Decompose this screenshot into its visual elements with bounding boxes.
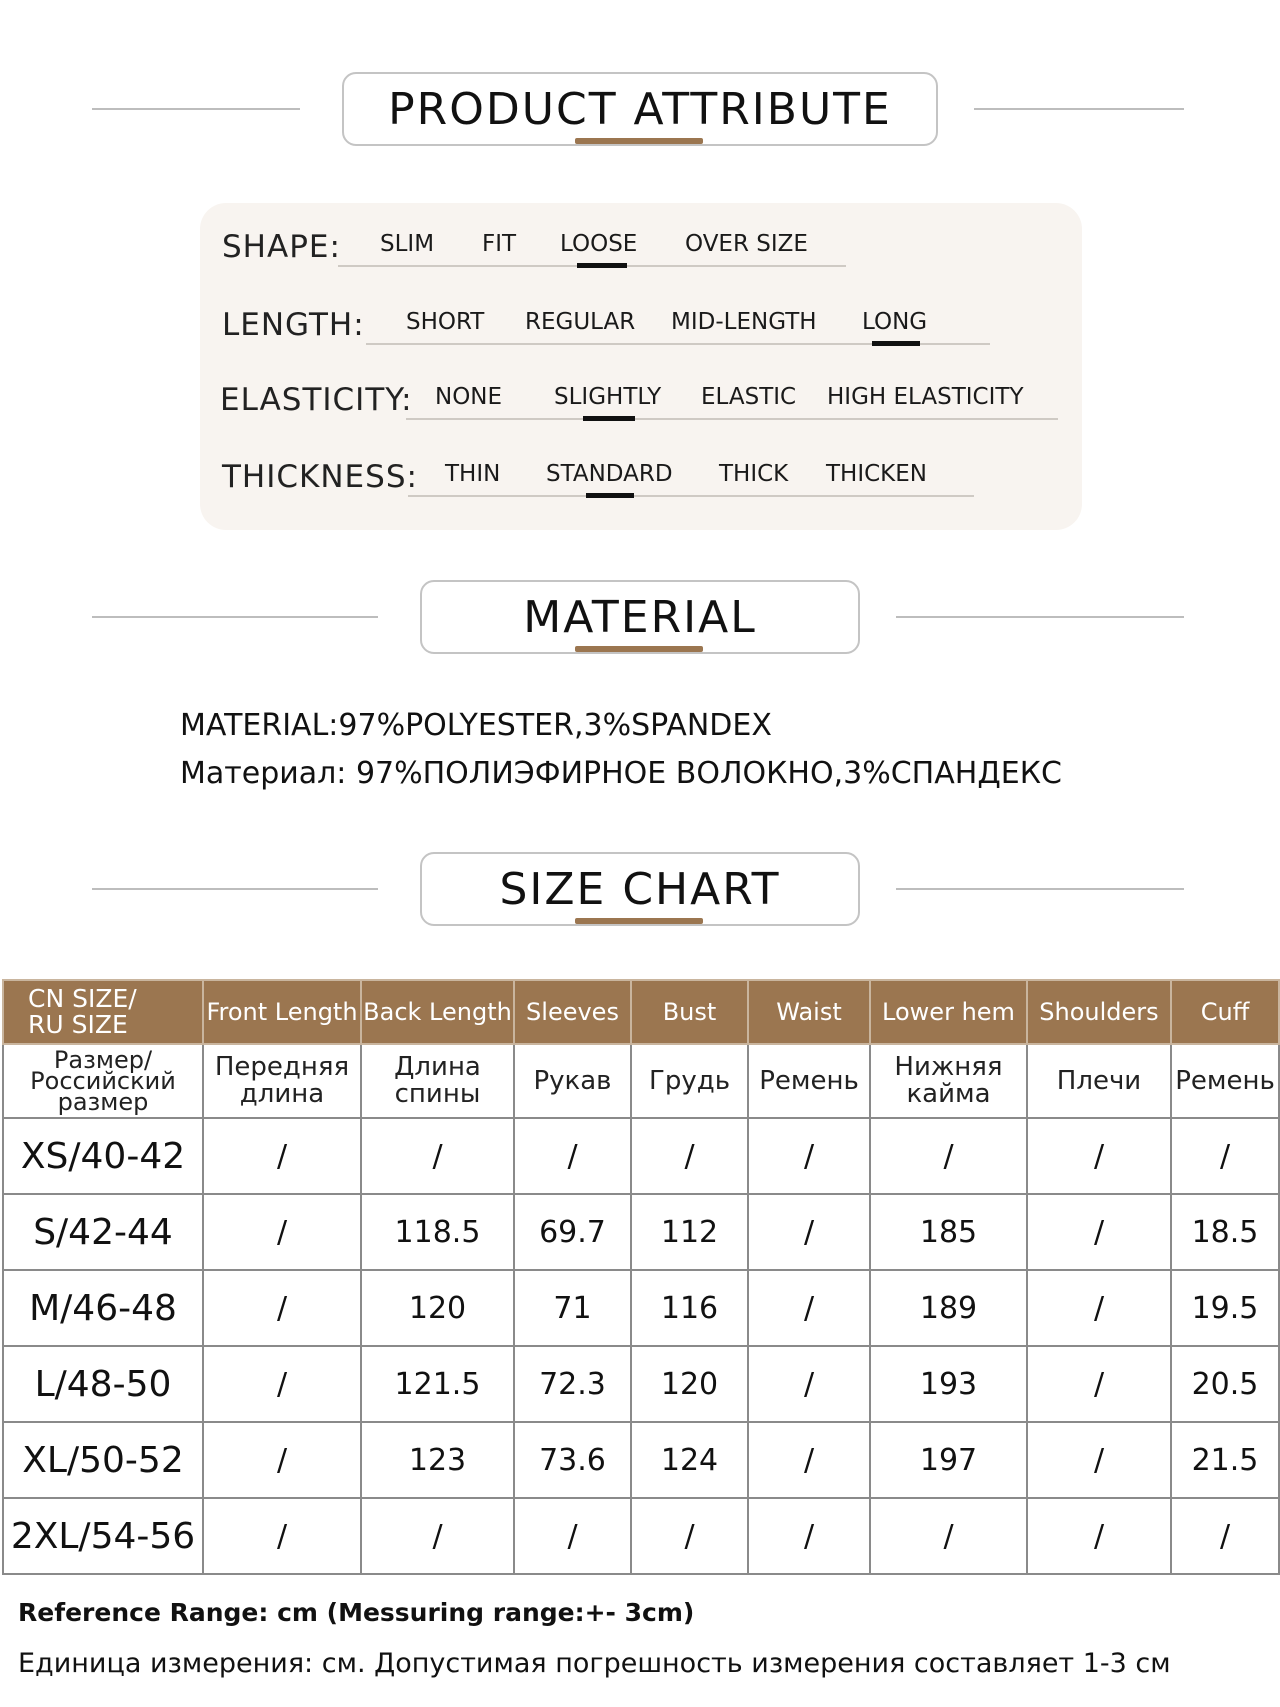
measurement-cell: / [203, 1194, 361, 1270]
header-row-en [3, 980, 1279, 1044]
column-header-en: Back Length [361, 980, 514, 1044]
measurement-cell: / [203, 1270, 361, 1346]
title-accent [575, 138, 703, 144]
measurement-cell: 120 [631, 1346, 748, 1422]
section-title-text: PRODUCT ATTRIBUTE [388, 83, 892, 135]
column-header-en: Bust [631, 980, 748, 1044]
column-header-ru: Нижняя кайма [870, 1044, 1027, 1118]
measurement-cell: / [748, 1270, 870, 1346]
table-row [3, 1194, 1279, 1270]
section-title-text: MATERIAL [523, 591, 757, 643]
selected-marker [872, 341, 920, 346]
attr-option: OVER SIZE [685, 231, 808, 257]
header-row-ru [3, 1044, 1279, 1118]
attr-underline [406, 418, 1058, 420]
measurement-cell: 123 [361, 1422, 514, 1498]
measurement-cell: / [870, 1118, 1027, 1194]
attr-option-selected: STANDARD [546, 461, 673, 487]
measurement-cell: 112 [631, 1194, 748, 1270]
measurement-cell: / [1027, 1498, 1171, 1574]
measurement-cell: / [203, 1346, 361, 1422]
section-title [342, 72, 938, 146]
product-attribute-header [0, 72, 1280, 148]
measurement-cell: / [748, 1346, 870, 1422]
divider-left [92, 888, 378, 890]
attr-underline [408, 495, 974, 497]
column-header-ru: Рукав [514, 1044, 631, 1118]
measurement-cell: 197 [870, 1422, 1027, 1498]
title-accent [575, 646, 703, 652]
size-cell: L/48-50 [3, 1346, 203, 1422]
measurement-cell: 124 [631, 1422, 748, 1498]
attr-label: SHAPE: [222, 229, 341, 265]
column-header-en: Sleeves [514, 980, 631, 1044]
attr-label: ELASTICITY: [220, 382, 413, 418]
measurement-cell: 116 [631, 1270, 748, 1346]
measurement-cell: / [870, 1498, 1027, 1574]
size-cell: 2XL/54-56 [3, 1498, 203, 1574]
measurement-cell: / [203, 1422, 361, 1498]
column-header-en: Lower hem [870, 980, 1027, 1044]
measurement-cell: 189 [870, 1270, 1027, 1346]
divider-right [896, 616, 1184, 618]
selected-marker [586, 493, 634, 498]
measurement-cell: / [748, 1194, 870, 1270]
measurement-cell: / [1171, 1498, 1279, 1574]
material-header [0, 580, 1280, 656]
selected-marker [577, 263, 627, 268]
table-row [3, 1422, 1279, 1498]
measurement-cell: / [631, 1498, 748, 1574]
size-table [2, 979, 1280, 1575]
table-row [3, 1270, 1279, 1346]
measurement-cell: / [1171, 1118, 1279, 1194]
column-header-en: Cuff [1171, 980, 1279, 1044]
measurement-cell: / [1027, 1118, 1171, 1194]
measurement-cell: 19.5 [1171, 1270, 1279, 1346]
measurement-cell: 73.6 [514, 1422, 631, 1498]
divider-right [896, 888, 1184, 890]
column-header-en: Shoulders [1027, 980, 1171, 1044]
measurement-cell: / [514, 1498, 631, 1574]
measurement-cell: / [1027, 1194, 1171, 1270]
column-header-en: Waist [748, 980, 870, 1044]
measurement-cell: 193 [870, 1346, 1027, 1422]
column-header-ru: Плечи [1027, 1044, 1171, 1118]
divider-left [92, 616, 378, 618]
section-title [420, 852, 860, 926]
divider-left [92, 108, 300, 110]
measurement-cell: / [1027, 1346, 1171, 1422]
measurement-cell: 121.5 [361, 1346, 514, 1422]
measurement-cell: 118.5 [361, 1194, 514, 1270]
attr-label: LENGTH: [222, 307, 365, 343]
attr-option: FIT [482, 231, 517, 257]
selected-marker [583, 416, 635, 421]
reference-range-en: Reference Range: cm (Messuring range:+- 3cm) [18, 1598, 695, 1627]
measurement-cell: / [514, 1118, 631, 1194]
attr-option: NONE [435, 384, 503, 410]
measurement-cell: 72.3 [514, 1346, 631, 1422]
measurement-cell: 71 [514, 1270, 631, 1346]
measurement-cell: 20.5 [1171, 1346, 1279, 1422]
column-header-ru: Грудь [631, 1044, 748, 1118]
size-cell: S/42-44 [3, 1194, 203, 1270]
column-header-ru: Передняя длина [203, 1044, 361, 1118]
attr-option: MID-LENGTH [671, 309, 817, 335]
measurement-cell: 120 [361, 1270, 514, 1346]
material-ru: Материал: 97%ПОЛИЭФИРНОЕ ВОЛОКНО,3%СПАНДЕКС [180, 756, 1062, 791]
attribute-panel [200, 203, 1082, 530]
attr-option: THICK [719, 461, 789, 487]
attr-option: SHORT [406, 309, 485, 335]
attr-option-selected: LOOSE [560, 231, 638, 257]
column-header-ru: Длина спины [361, 1044, 514, 1118]
material-composition [180, 708, 1062, 804]
size-cell: XS/40-42 [3, 1118, 203, 1194]
measurement-cell: 18.5 [1171, 1194, 1279, 1270]
attr-option: ELASTIC [701, 384, 797, 410]
column-header-ru: Ремень [1171, 1044, 1279, 1118]
section-title-text: SIZE CHART [499, 863, 781, 915]
attr-option-selected: LONG [862, 309, 928, 335]
measurement-cell: / [748, 1422, 870, 1498]
measurement-cell: / [361, 1498, 514, 1574]
material-en: MATERIAL:97%POLYESTER,3%SPANDEX [180, 708, 772, 743]
measurement-cell: / [1027, 1422, 1171, 1498]
column-header-en: Front Length [203, 980, 361, 1044]
table-row [3, 1346, 1279, 1422]
size-cell: XL/50-52 [3, 1422, 203, 1498]
attr-option: REGULAR [525, 309, 636, 335]
attr-row-elasticity [200, 376, 1082, 436]
reference-range-ru: Единица измерения: см. Допустимая погрешность измерения составляет 1-3 см [18, 1648, 1171, 1679]
column-header-ru: Размер/ Российский размер [3, 1044, 203, 1118]
column-header-ru: Ремень [748, 1044, 870, 1118]
table-row [3, 1118, 1279, 1194]
measurement-cell: / [203, 1118, 361, 1194]
attr-row-length [200, 301, 1082, 361]
size-chart-header [0, 852, 1280, 928]
size-cell: M/46-48 [3, 1270, 203, 1346]
measurement-cell: 69.7 [514, 1194, 631, 1270]
attr-row-shape [200, 223, 1082, 283]
measurement-cell: / [203, 1498, 361, 1574]
attr-option-selected: SLIGHTLY [554, 384, 662, 410]
measurement-cell: / [748, 1498, 870, 1574]
measurement-cell: / [1027, 1270, 1171, 1346]
attr-option: HIGH ELASTICITY [827, 384, 1024, 410]
column-header-en: CN SIZE/ RU SIZE [3, 980, 203, 1044]
attr-option: THIN [445, 461, 501, 487]
attr-option: THICKEN [826, 461, 928, 487]
measurement-cell: / [361, 1118, 514, 1194]
divider-right [974, 108, 1184, 110]
section-title [420, 580, 860, 654]
measurement-cell: 21.5 [1171, 1422, 1279, 1498]
table-row [3, 1498, 1279, 1574]
measurement-cell: / [631, 1118, 748, 1194]
attr-label: THICKNESS: [222, 459, 418, 495]
attr-row-thickness [200, 453, 1082, 513]
attr-option: SLIM [380, 231, 435, 257]
measurement-cell: / [748, 1118, 870, 1194]
title-accent [575, 918, 703, 924]
measurement-cell: 185 [870, 1194, 1027, 1270]
